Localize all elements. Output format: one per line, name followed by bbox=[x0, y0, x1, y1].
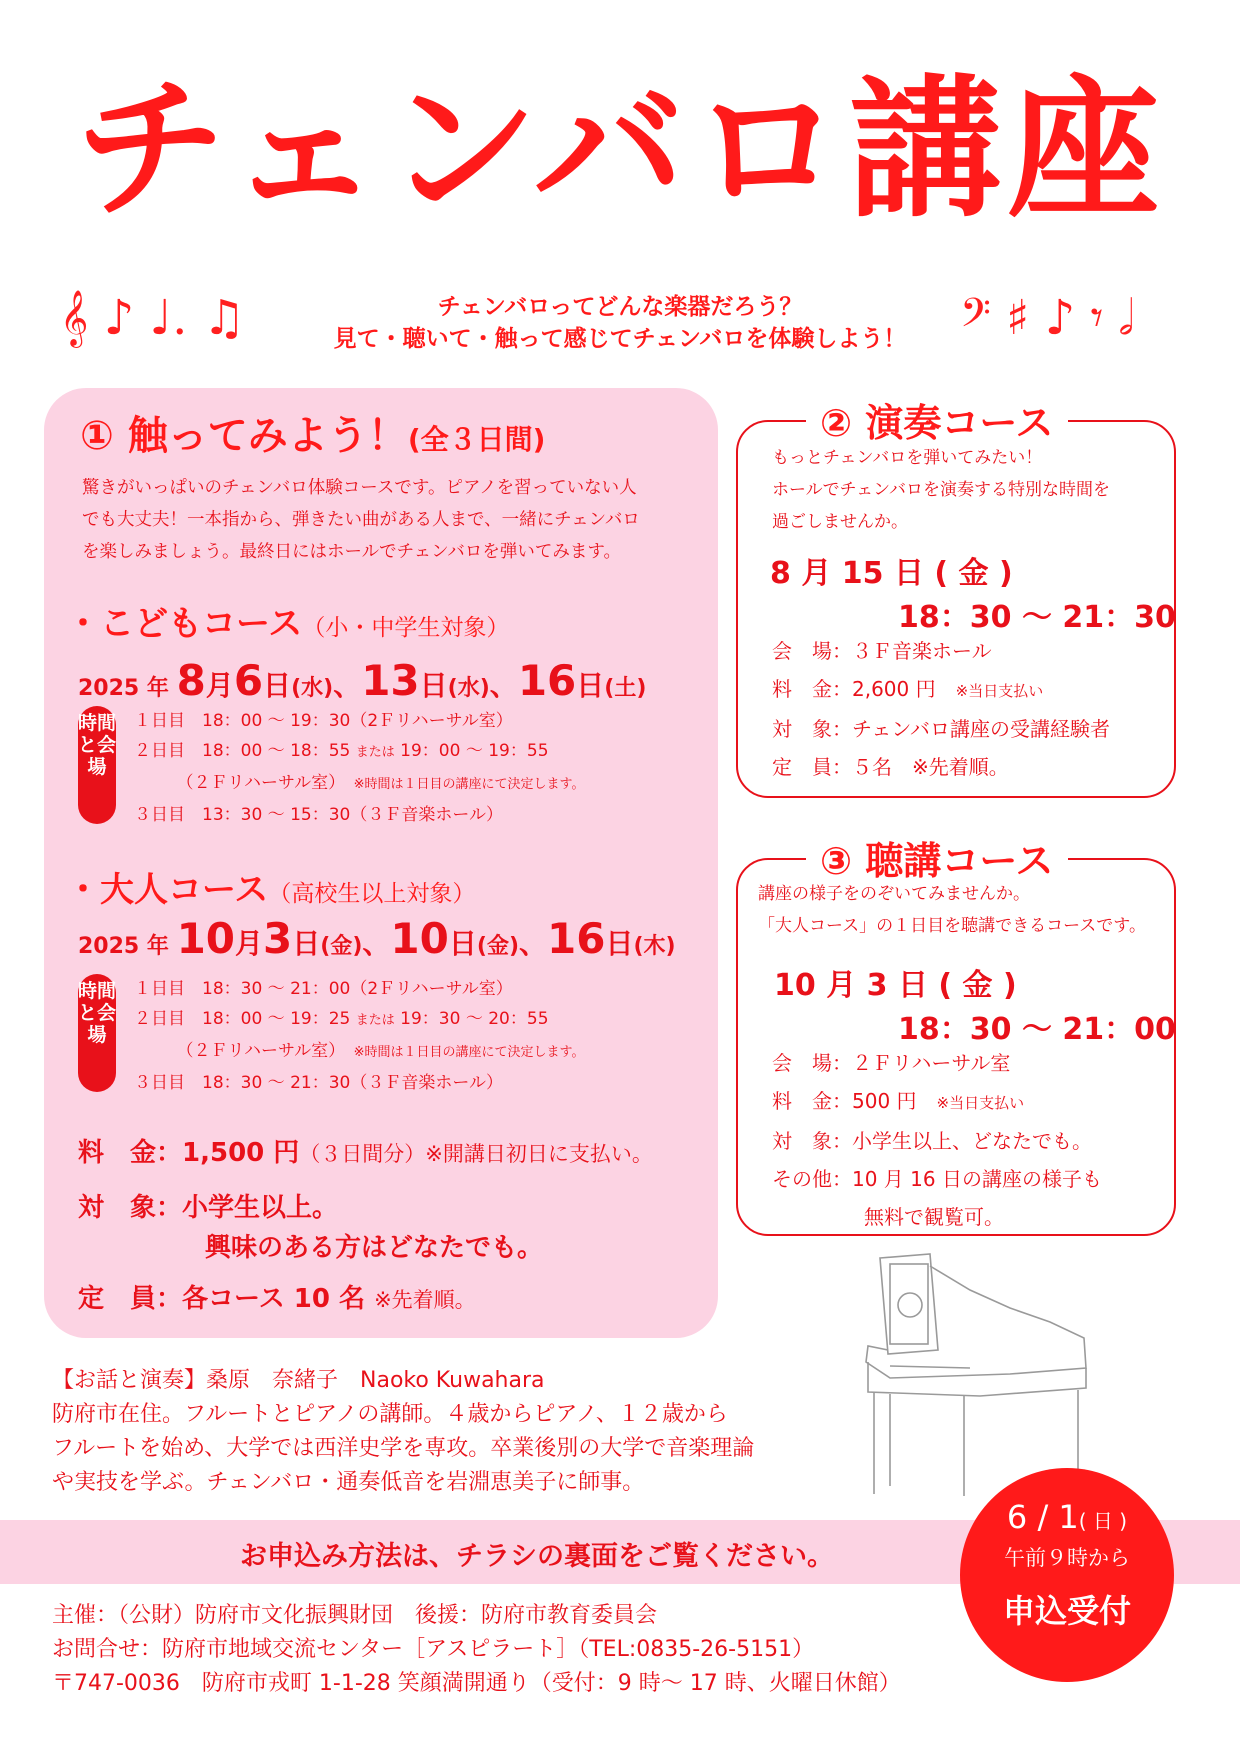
kids-schedule: １日目 18：00 〜 19：30（2Ｆリハーサル室） ２日目 18：00 〜 18：55 または 19：00 〜 19：55 （２Ｆリハーサル室） ※時間は１日目の講座にて決定します。 ３日目 13：30 〜 15：30（３Ｆ音楽ホール） bbox=[134, 711, 585, 825]
harpsichord-rose bbox=[898, 1293, 922, 1317]
course3-time: 18：30 〜 21：00 bbox=[898, 1012, 1176, 1047]
harpsichord-case bbox=[866, 1266, 1086, 1378]
course3-details: 会 場：２Ｆリハーサル室 料 金：500 円 ※当日支払い 対 象：小学生以上、どなたでも。 その他：10 月 16 日の講座の様子も 無料で観覧可。 bbox=[772, 1051, 1102, 1229]
adult-schedule: １日目 18：30 〜 21：00（2Ｆリハーサル室） ２日目 18：00 〜 19：25 または 19：30 〜 20：55 （２Ｆリハーサル室） ※時間は１日目の講座にて決定します。 ３日目 18：30 〜 21：30（３Ｆ音楽ホール） bbox=[134, 979, 585, 1093]
footer-contact: お問合せ：防府市地域交流センター［アスピラート］（TEL:0835-26-5151） bbox=[52, 1637, 815, 1662]
harpsichord-body bbox=[868, 1362, 1086, 1396]
kids-time-venue-tag: 時間と会場 bbox=[78, 706, 116, 824]
music-notes-right-icon: 𝄢 ♯ ♪ 𝄾 𝅗𝅥 bbox=[960, 290, 1134, 346]
teacher-heading: 【お話と演奏】桑原 奈緒子 Naoko Kuwahara bbox=[52, 1368, 545, 1393]
course3-date: 10 月 3 日 ( 金 ) bbox=[774, 968, 1017, 1003]
course1-title: ① 触ってみよう！(全３日間) bbox=[80, 413, 546, 459]
kids-course-title: ・こどもコース（小・中学生対象） bbox=[66, 604, 510, 644]
course3-description: 講座の様子をのぞいてみませんか。 「大人コース」の１日目を聴講できるコースです。 bbox=[758, 884, 1146, 936]
apply-info-text: お申込み方法は、チラシの裏面をご覧ください。 bbox=[240, 1541, 834, 1572]
harpsichord-lid bbox=[880, 1254, 938, 1354]
footer-address: 〒747-0036 防府市戎町 1-1-28 笑顔満開通り（受付：9 時〜 17 時、火曜日休館） bbox=[52, 1671, 901, 1696]
intro-line-1: チェンバロってどんな楽器だろう？ bbox=[437, 294, 803, 320]
course1-fee: 料 金：1,500 円（３日間分）※開講日初日に支払い。 bbox=[78, 1138, 653, 1168]
adult-course-dates: 2025 年 10月3日(金)、10日(金)、16日(木) bbox=[78, 914, 676, 963]
teacher-profile: 【お話と演奏】桑原 奈緒子 Naoko Kuwahara 防府市在住。フルートとピアノの講師。４歳からピアノ、１２歳から フルートを始め、大学では西洋史学を専攻。卒業後別の大学で音楽理論 や実技を学ぶ。チェンバロ・通奏低音を岩淵恵美子に師事。 bbox=[52, 1364, 754, 1500]
adult-course-title: ・大人コース（高校生以上対象） bbox=[66, 870, 476, 910]
course1-target: 対 象：小学生以上。 興味のある方はどなたでも。 bbox=[78, 1193, 544, 1263]
footer-organizer: 主催：（公財）防府市文化振興財団 後援：防府市教育委員会 bbox=[52, 1603, 658, 1628]
course2-time: 18：30 〜 21：30 bbox=[898, 600, 1176, 635]
adult-time-venue-tag: 時間と会場 bbox=[78, 974, 116, 1092]
course2-description: もっとチェンバロを弾いてみたい！ ホールでチェンバロを演奏する特別な時間を 過ごしませんか。 bbox=[772, 448, 1110, 532]
course3-title: ③ 聴講コース bbox=[806, 830, 1068, 885]
deadline-badge: 6 / 1( 日 ) 午前９時から 申込受付 bbox=[960, 1468, 1174, 1682]
harpsichord-illustration bbox=[860, 1250, 1110, 1504]
course2-details: 会 場：３Ｆ音楽ホール 料 金：2,600 円 ※当日支払い 対 象：チェンバロ講座の受講経験者 定 員：５名 ※先着順。 bbox=[772, 639, 1110, 779]
harpsichord-keyboard bbox=[890, 1366, 970, 1368]
kids-course-dates: 2025 年 8月6日(水)、13日(水)、16日(土) bbox=[78, 656, 647, 705]
course1-description: 驚きがいっぱいのチェンバロ体験コースです。ピアノを習っていない人 でも大丈夫！一本指から、弾きたい曲がある人まで、一緒にチェンバロ を楽しみましょう。最終日にはホールでチェンバロを弾いてみます。 bbox=[82, 478, 640, 562]
course1-capacity: 定 員：各コース 10 名 ※先着順。 bbox=[78, 1284, 476, 1314]
music-notes-left-icon: 𝄞 ♪ ♩. ♫ bbox=[60, 290, 246, 346]
course2-date: 8 月 15 日 ( 金 ) bbox=[770, 556, 1013, 591]
course2-title: ② 演奏コース bbox=[806, 392, 1068, 447]
intro-line-2: 見て・聴いて・触って感じてチェンバロを体験しよう！ bbox=[333, 326, 907, 352]
page-title: チェンバロ講座 bbox=[74, 61, 1166, 238]
